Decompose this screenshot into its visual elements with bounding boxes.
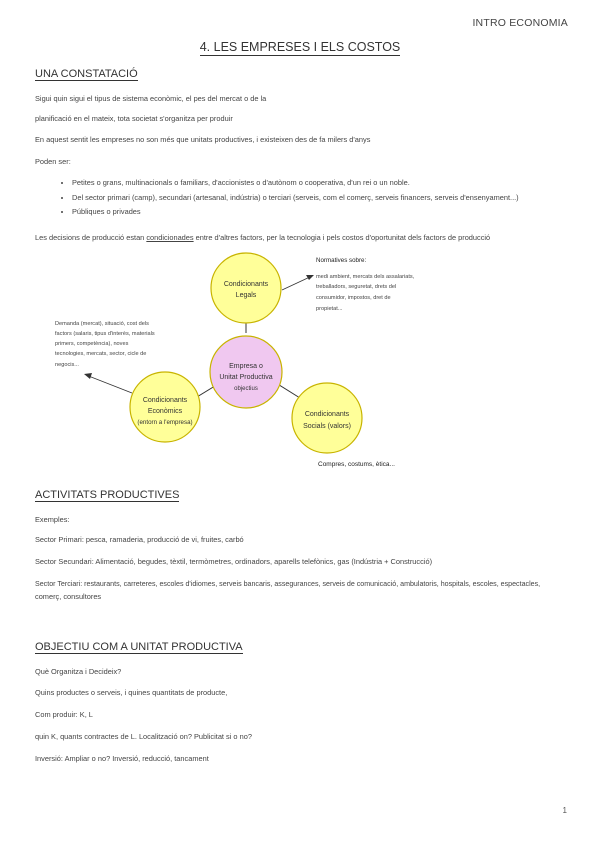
- legal-note-line: consumidor, impostos, dret de: [316, 295, 391, 301]
- economic-note-line: Demanda (mercat), situació, cost dels: [55, 321, 149, 327]
- social-conditions-circle: [292, 383, 362, 453]
- company-label-line: Unitat Productiva: [219, 374, 273, 381]
- economic-note-line: negocis...: [55, 362, 79, 368]
- company-label-line: objectius: [234, 386, 258, 392]
- economic-conditions-circle: [130, 372, 200, 442]
- course-header: INTRO ECONOMIA: [472, 17, 568, 29]
- social-label-line: Condicionants: [304, 411, 350, 418]
- social-note: Compres, costums, ètica...: [318, 461, 395, 468]
- company-circle: [210, 336, 282, 408]
- arrow-line: [282, 276, 312, 290]
- legal-note-line: treballadors, seguretat, drets del: [316, 284, 397, 290]
- list-item: • Petites o grans, multinacionals o familiars, d'accionistes o d'autònom o cooperativa, d'un rei o un noble.: [72, 178, 519, 187]
- paragraph: Inversió: Ampliar o no? Inversió, reducció, tancament: [35, 754, 209, 763]
- paragraph: planificació en el mateix, tota societat s'organitza per produir: [35, 114, 233, 123]
- paragraph: Com produir: K, L: [35, 710, 93, 719]
- paragraph: Exemples:: [35, 515, 70, 524]
- paragraph: Sigui quin sigui el tipus de sistema econòmic, el pes del mercat o de la: [35, 94, 267, 103]
- paragraph: quin K, quants contractes de L. Localització on? Publicitat si o no?: [35, 732, 252, 741]
- economic-label-line: Econòmics: [147, 408, 183, 415]
- paragraph: Sector Secundari: Alimentació, begudes, tèxtil, termòmetres, ordinadors, aparells telefònics, gas (Indústria + Construcció): [35, 557, 433, 566]
- paragraph: Sector Terciari: restaurants, carreteres, escoles d'idiomes, serveis bancaris, assegurances, serveis de comunicació, ambulatoris, hospitals, escoles, espectacles,: [35, 580, 541, 588]
- social-label-line: Socials (valors): [303, 423, 351, 430]
- section-heading-activitats: ACTIVITATS PRODUCTIVES: [35, 489, 180, 501]
- paragraph: En aquest sentit les empreses no son més que unitats productives, i existeixen des de fa milers d'anys: [35, 135, 371, 144]
- paragraph: Què Organitza i Decideix?: [35, 667, 122, 676]
- arrow-head-icon: [84, 373, 92, 379]
- paragraph: Poden ser:: [35, 157, 71, 166]
- section-heading-objectiu: OBJECTIU COM A UNITAT PRODUCTIVA: [35, 641, 243, 653]
- paragraph-decisions: Les decisions de producció estan condicionades entre d'altres factors, per la tecnologia i pels costos d'oportunitat dels factors de producció: [35, 233, 491, 242]
- section-heading-constatacio: UNA CONSTATACIÓ: [35, 68, 138, 80]
- economic-note-line: tecnologies, mercats, sector, cicle de: [55, 351, 147, 357]
- economic-note-line: primers, competència), noves: [55, 341, 129, 347]
- paragraph: Quins productes o serveis, i quines quantitats de producte,: [35, 688, 228, 697]
- legal-note-line: medi ambient, mercats dels assalariats,: [316, 274, 415, 280]
- arrow-line: [86, 375, 132, 393]
- paragraph: comerç, consultores: [35, 592, 102, 601]
- legal-label-line: Condicionants: [223, 281, 269, 288]
- legal-note-line: propietat...: [316, 306, 343, 312]
- economic-note-line: factors (salaris, tipus d'interès, materials: [55, 331, 155, 337]
- underlined-word: condicionades: [146, 233, 194, 242]
- list-item: • Del sector primari (camp), secundari (artesanal, indústria) o terciari (serveis, com el comerç, serveis financers, serveis d'ensenyament...): [72, 193, 519, 202]
- economic-label-line: Condicionants: [142, 397, 188, 404]
- list-item: • Públiques o privades: [72, 207, 519, 216]
- page-title: 4. LES EMPRESES I ELS COSTOS: [199, 40, 401, 54]
- economic-label-line: (entorn a l'empresa): [137, 419, 193, 426]
- company-label-line: Empresa o: [229, 363, 263, 370]
- paragraph: Sector Primari: pesca, ramaderia, producció de vi, fruites, carbó: [35, 535, 244, 544]
- legal-label-line: Legals: [235, 292, 257, 299]
- arrow-head-icon: [306, 275, 314, 280]
- legal-note-title: Normatives sobre:: [316, 257, 367, 264]
- page-number: 1: [562, 806, 567, 815]
- legal-conditions-circle: [211, 253, 281, 323]
